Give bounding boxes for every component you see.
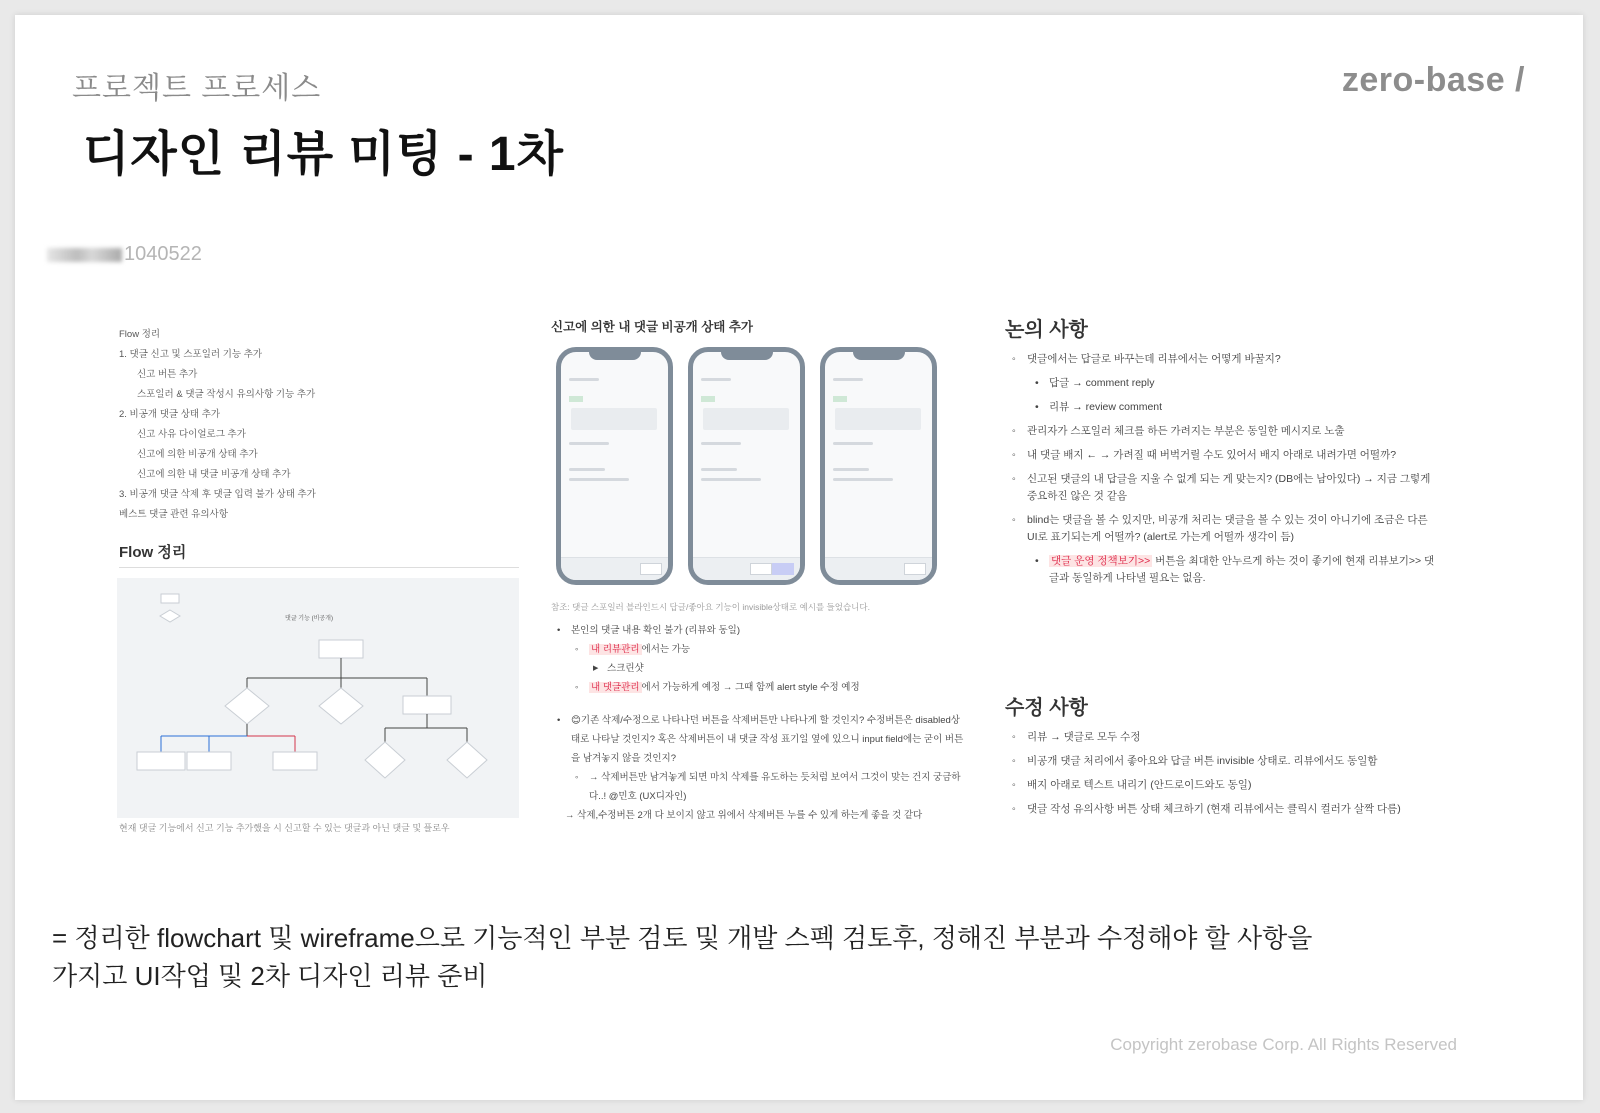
list-item: ◦ 리뷰 → 댓글로 모두 수정	[1009, 729, 1439, 746]
toc-item: 신고 사유 다이얼로그 추가	[137, 429, 246, 440]
flow-node	[319, 640, 363, 658]
flow-node	[225, 688, 269, 724]
list-item-text: 리뷰 → review comment	[1049, 401, 1163, 413]
toc-item: 3. 비공개 댓글 삭제 후 댓글 입력 불가 상태 추가	[119, 489, 316, 500]
toc-item: 스포일러 & 댓글 작성시 유의사항 기능 추가	[137, 389, 316, 400]
wireframe-notes-list	[555, 621, 965, 825]
highlight-tag: 내 댓글관리	[591, 682, 640, 693]
list-item-text: 댓글에서는 답글로 바꾸는데 리뷰에서는 어떻게 바꿀지?	[1027, 353, 1281, 365]
flow-node	[161, 594, 179, 603]
flow-toc-list	[119, 325, 519, 525]
discussion-heading: 논의 사항	[1005, 319, 1088, 341]
section-title: 프로젝트 프로세스	[72, 72, 322, 105]
summary-line: = 정리한 flowchart 및 wireframe으로 기능적인 부분 검토 및 개발 스펙 검토후, 정해진 부분과 수정해야 할 사항을	[52, 923, 1313, 953]
list-item	[1009, 471, 1439, 505]
flowchart-svg	[117, 578, 519, 818]
toc-item: 신고에 의한 내 댓글 비공개 상태 추가	[137, 469, 291, 480]
list-item	[555, 621, 965, 640]
list-item: ◦ 비공개 댓글 처리에서 좋아요와 답글 버튼 invisible 상태로. 리뷰에서도 동일함	[1009, 753, 1439, 770]
flow-node	[447, 742, 487, 778]
list-item-text: 스크린샷	[607, 663, 644, 674]
discussion-list	[1009, 351, 1439, 594]
list-item	[1009, 375, 1439, 392]
list-item: ◦ 댓글 작성 유의사항 버튼 상태 체크하기 (현재 리뷰에서는 클릭시 컬러가 살짝 다름)	[1009, 801, 1439, 818]
flow-node	[137, 752, 185, 770]
list-item	[1009, 447, 1439, 464]
summary-text	[52, 919, 1432, 995]
list-item	[1009, 512, 1439, 546]
flowchart-diagram	[117, 578, 519, 818]
list-item-text: → 삭제,수정버튼 2개 다 보이지 않고 위에서 삭제버튼 누를 수 있게 하는게 좋을 것 같다	[565, 810, 923, 821]
list-item	[555, 768, 965, 806]
wireframe-phones	[542, 343, 962, 603]
wireframe-heading: 신고에 의한 내 댓글 비공개 상태 추가	[551, 320, 753, 334]
page-title: 디자인 리뷰 미팅 - 1차	[83, 128, 564, 181]
divider	[119, 567, 519, 568]
list-item-text: → 삭제버튼만 남겨놓게 되면 마치 삭제를 유도하는 듯처럼 보여서 그것이 맞는 건지 궁금하다..! @민호 (UX디자인)	[589, 772, 961, 802]
list-item	[555, 806, 965, 825]
toc-item: 1. 댓글 신고 및 스포일러 기능 추가	[119, 349, 263, 360]
toc-item: 신고 버튼 추가	[137, 369, 198, 380]
diagram-title: 댓글 기능 (비공개)	[285, 616, 333, 622]
toc-item: Flow 정리	[119, 329, 161, 340]
wireframe-note: 참조: 댓글 스포일러 블라인드시 답글/좋아요 기능이 invisible상태로 예시를 들었습니다.	[551, 602, 870, 612]
list-item-text: 😊기존 삭제/수정으로 나타나던 버튼을 삭제버튼만 나타나게 할 것인지? 수정버튼은 disabled상태로 나타날 것인지? 혹은 삭제버튼이 내 댓글 작성 표기일 옆에 있으니 input field에는 굳이 버튼을 남겨놓지 않을 것인지?	[571, 715, 964, 764]
edit-list	[1009, 729, 1439, 825]
toc-item: 2. 비공개 댓글 상태 추가	[119, 409, 221, 420]
flow-node	[403, 696, 451, 714]
list-item-text: 내 댓글 배지 ← → 가려질 때 버벅거릴 수도 있어서 배지 아래로 내려가면 어떨까?	[1027, 449, 1397, 461]
flow-node	[187, 752, 231, 770]
list-item	[555, 659, 965, 678]
list-item: ◦ 배지 아래로 텍스트 내리기 (안드로이드와도 동일)	[1009, 777, 1439, 794]
flow-node	[160, 610, 180, 622]
list-item-text: 에서는 가능	[641, 644, 691, 655]
slide	[15, 15, 1583, 1100]
summary-line: 가지고 UI작업 및 2차 디자인 리뷰 준비	[52, 961, 488, 991]
list-item-text: 신고된 댓글의 내 답글을 지울 수 없게 되는 게 맞는지? (DB에는 남아있다) → 지금 그렇게 중요하진 않은 것 같음	[1027, 473, 1431, 502]
list-item-text: 답글 → comment reply	[1049, 377, 1155, 389]
list-item	[1009, 553, 1439, 587]
toc-item: 신고에 의한 비공개 상태 추가	[137, 449, 258, 460]
highlight-tag: 댓글 운영 정책보기>>	[1051, 555, 1151, 567]
phone-mockup	[820, 347, 937, 585]
list-item-text: 에서 가능하게 예정 → 그때 함께 alert style 수정 예정	[641, 682, 860, 693]
highlight-tag: 내 리뷰관리	[591, 644, 640, 655]
list-item-text: 본인의 댓글 내용 확인 불가 (리뷰와 동일)	[571, 625, 740, 636]
copyright: Copyright zerobase Corp. All Rights Reserved	[1110, 1035, 1457, 1054]
list-item	[555, 640, 965, 659]
document-id	[47, 243, 202, 266]
flow-node	[273, 752, 317, 770]
flow-node	[365, 742, 405, 778]
list-item	[1009, 351, 1439, 368]
flow-node	[319, 688, 363, 724]
list-item-text: 관리자가 스포일러 체크를 하든 가려지는 부분은 동일한 메시지로 노출	[1027, 425, 1345, 437]
list-item-text: 버튼을 최대한 안누르게 하는 것이 좋기에 현재 리뷰보기>> 댓글과 동일하게 나타낼 필요는 없음.	[1049, 555, 1435, 584]
list-item-text: blind는 댓글을 볼 수 있지만, 비공개 처리는 댓글을 볼 수 있는 것이 아니기에 조금은 다른 UI로 표기되는게 어떨까? (alert로 가는게 어떨까 생각이 듬)	[1027, 514, 1428, 543]
blurred-text	[47, 248, 122, 262]
list-item	[555, 711, 965, 768]
list-item	[555, 678, 965, 697]
document-id-text: 1040522	[124, 243, 202, 265]
edit-heading: 수정 사항	[1005, 697, 1088, 719]
list-item	[1009, 423, 1439, 440]
list-item	[1009, 399, 1439, 416]
phone-mockup	[556, 347, 673, 585]
zero-base-logo: zero-base /	[1341, 61, 1525, 99]
phone-mockup	[688, 347, 805, 585]
flow-heading: Flow 정리	[119, 544, 187, 561]
toc-item: 베스트 댓글 관련 유의사항	[119, 509, 228, 520]
spacer	[555, 697, 965, 711]
flowchart-caption: 현재 댓글 기능에서 신고 기능 추가했을 시 신고할 수 있는 댓글과 아닌 댓글 및 플로우	[119, 823, 450, 833]
